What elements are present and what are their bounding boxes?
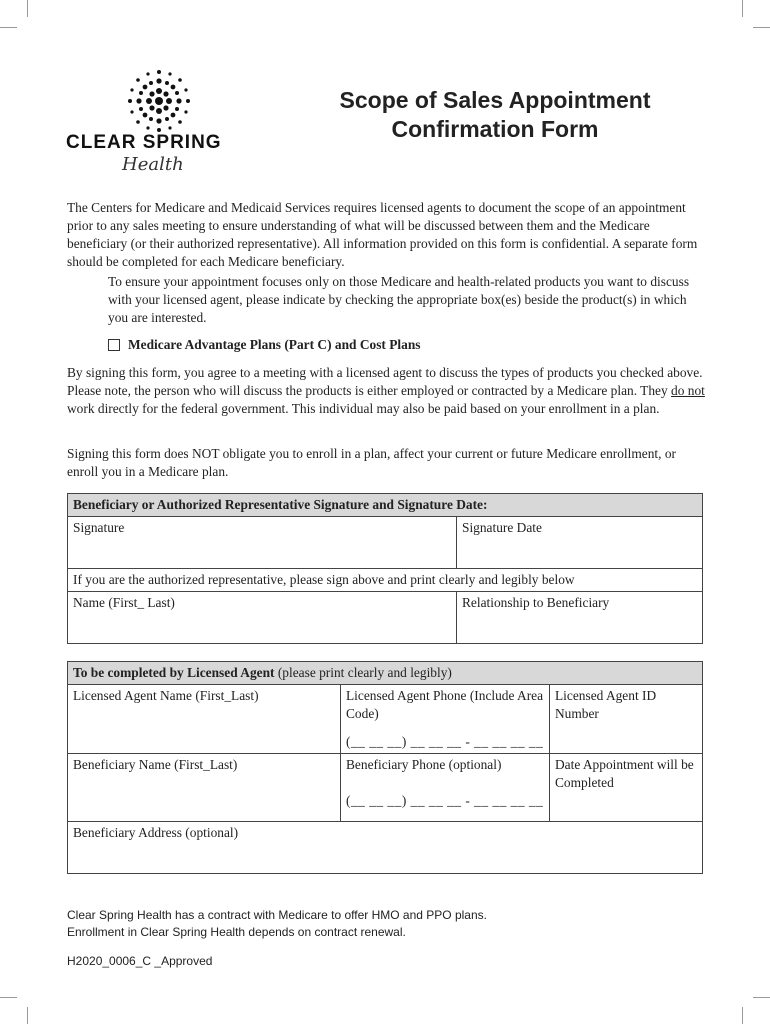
form-code: H2020_0006_C _Approved (67, 954, 213, 968)
signature-table-header: Beneficiary or Authorized Representative Signature and Signature Date: (68, 494, 703, 517)
brand-subtitle: Health (122, 154, 184, 175)
agreement-emphasis: do not (671, 383, 705, 398)
signature-table (67, 493, 703, 644)
agent-header-rest: (please print clearly and legibly) (274, 665, 452, 680)
agent-phone-field[interactable] (341, 685, 550, 754)
crop-mark (753, 27, 770, 28)
beneficiary-phone-blank: (__ __ __) __ __ __ - __ __ __ __ (346, 793, 544, 808)
title-line-1: Scope of Sales Appointment (339, 87, 651, 113)
authorized-rep-note: If you are the authorized representative, please sign above and print clearly and legibly below (68, 569, 703, 592)
signature-field[interactable] (68, 517, 457, 569)
contract-disclaimer (67, 907, 487, 941)
agent-name-label: Licensed Agent Name (First_Last) (73, 688, 259, 703)
intro-paragraph: The Centers for Medicare and Medicaid Services requires licensed agents to document the scope of an appointment prior to any sales meeting to ensure understanding of what will be discussed between them and the Medicare beneficiary (or their authorized representative). All information provided on this form is confidential. A separate form should be completed for each Medicare beneficiary. (67, 200, 698, 269)
instructions-paragraph: To ensure your appointment focuses only on those Medicare and health-related products you want to discuss with your licensed agent, please indicate by checking the appropriate box(es) beside the product(s) in which you are interested. (108, 274, 690, 325)
brand-name: CLEAR SPRING (66, 132, 222, 153)
agreement-text: By signing this form, you agree to a meeting with a licensed agent to discuss the types of products you checked above. Please note, the person who will discuss the products is either employed or contracted by a Medicare plan. They (67, 365, 703, 398)
signature-date-label: Signature Date (462, 520, 542, 535)
signature-label: Signature (73, 520, 125, 535)
crop-mark (0, 997, 17, 998)
representative-name-field[interactable] (68, 592, 457, 644)
crop-mark (742, 0, 743, 17)
relationship-label: Relationship to Beneficiary (462, 595, 610, 610)
beneficiary-phone-label: Beneficiary Phone (optional) (346, 757, 502, 772)
title-line-2: Confirmation Form (391, 116, 599, 142)
beneficiary-name-label: Beneficiary Name (First_Last) (73, 757, 238, 772)
disclaimer-line-2: Enrollment in Clear Spring Health depends on contract renewal. (67, 925, 406, 939)
beneficiary-phone-field[interactable] (341, 754, 550, 822)
disclaimer-line-1: Clear Spring Health has a contract with Medicare to offer HMO and PPO plans. (67, 908, 487, 922)
beneficiary-name-field[interactable] (68, 754, 341, 822)
beneficiary-address-label: Beneficiary Address (optional) (73, 825, 239, 840)
representative-name-label: Name (First_ Last) (73, 595, 175, 610)
crop-mark (27, 0, 28, 17)
sunburst-icon (124, 68, 194, 134)
signing-agreement-paragraph (67, 364, 707, 418)
agent-phone-label: Licensed Agent Phone (Include Area Code) (346, 688, 544, 721)
agent-name-field[interactable] (68, 685, 341, 754)
crop-mark (753, 997, 770, 998)
medicare-advantage-label: Medicare Advantage Plans (Part C) and Cost Plans (128, 337, 421, 352)
crop-mark (27, 1007, 28, 1024)
appointment-date-label: Date Appointment will be Completed (555, 757, 694, 790)
agent-table-header (68, 662, 703, 685)
medicare-advantage-option[interactable] (108, 337, 420, 353)
agent-id-label: Licensed Agent ID Number (555, 688, 657, 721)
medicare-advantage-checkbox[interactable] (108, 339, 120, 351)
signature-date-field[interactable] (457, 517, 703, 569)
beneficiary-address-field[interactable] (68, 822, 703, 874)
no-obligation-paragraph: Signing this form does NOT obligate you to enroll in a plan, affect your current or future Medicare enrollment, or enroll you in a Medicare plan. (67, 446, 676, 479)
crop-mark (0, 27, 17, 28)
agent-id-field[interactable] (550, 685, 703, 754)
agent-phone-blank: (__ __ __) __ __ __ - __ __ __ __ (346, 734, 544, 749)
crop-mark (742, 1007, 743, 1024)
appointment-date-field[interactable] (550, 754, 703, 822)
page-title (300, 86, 690, 144)
clear-spring-logo (66, 68, 256, 178)
agreement-text-end: work directly for the federal government. This individual may also be paid based on your enrollment in a plan. (67, 401, 660, 416)
agent-header-bold: To be completed by Licensed Agent (73, 665, 275, 680)
agent-table (67, 661, 703, 874)
relationship-field[interactable] (457, 592, 703, 644)
